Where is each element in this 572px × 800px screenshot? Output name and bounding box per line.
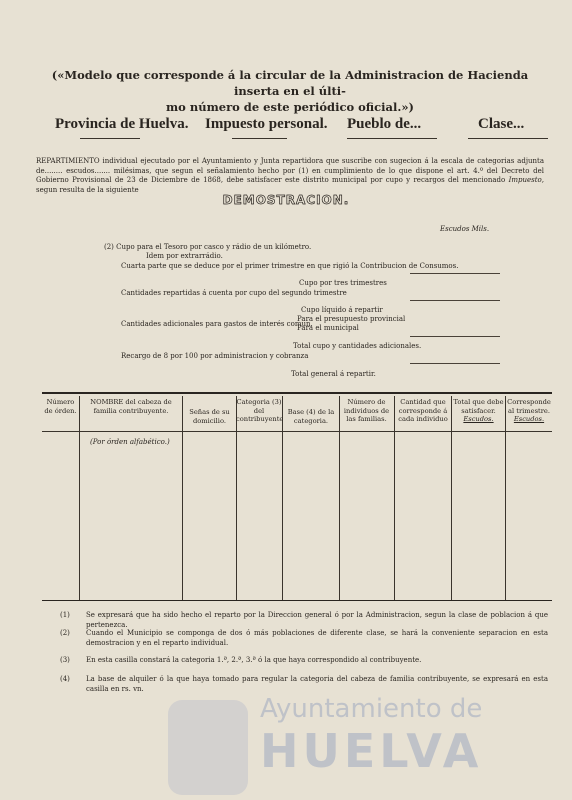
column-header: Número de órden. <box>44 398 77 415</box>
footnote-number: (4) <box>60 675 70 683</box>
column-divider <box>79 396 80 600</box>
summary-line: Total general á repartir. <box>291 370 376 378</box>
divider <box>410 300 500 301</box>
footnote-text: En esta casilla constará la categoria 1.ª, 2.ª, 3.ª ó la que haya correspondido al contribuyente. <box>86 656 422 664</box>
impuesto-label: Impuesto personal. <box>205 116 328 132</box>
pueblo-label: Pueblo de... <box>347 116 422 132</box>
intro-paragraph <box>36 157 544 195</box>
column-header: Categoria (3) del contribuyente <box>236 398 284 423</box>
intro-text: individual ejecutado por el Ayuntamiento y Junta repartidora que suscribe con sugecion á la escala de categorias adjunta de........ escudos....... milésimas, que segun el señalamiento hecho por (1) en cumplimiento de lo que dispone el art. 4.º del Decreto del Gobierno Provisional de 23 de Diciembre de 1868, debe satisfacer este distrito municipal por cupo y recargos del mencionado <box>36 157 544 184</box>
divider <box>410 273 500 274</box>
provincia-label: Provincia de Huelva. <box>55 116 189 132</box>
column-header: NOMBRE del cabeza de familia contribuyente. <box>90 398 172 415</box>
column-header-text: Total que debe satisfacer. <box>453 398 504 415</box>
summary-line: (2) Cupo para el Tesoro por casco y rádio de un kilómetro. <box>104 243 312 251</box>
column-divider <box>339 396 340 600</box>
column-header: Número de individuos de las familias. <box>343 398 390 423</box>
watermark-line-2: HUELVA <box>260 724 483 778</box>
column-divider <box>236 396 237 600</box>
clase-label: Clase... <box>478 116 525 132</box>
footnote-number: (1) <box>60 611 70 619</box>
column-header: Señas de su domicilio. <box>189 408 230 425</box>
divider <box>80 138 140 139</box>
escudos-label: Escudos. <box>513 415 545 423</box>
divider <box>468 138 548 139</box>
summary-line: Recargo de 8 por 100 por administracion y cobranza <box>121 352 309 360</box>
summary-line: Cupo por tres trimestres <box>299 279 387 287</box>
column-divider <box>451 396 452 600</box>
summary-line: Para el municipal <box>297 324 359 332</box>
footnote-number: (2) <box>60 629 70 637</box>
divider <box>410 336 500 337</box>
summary-line: Cupo líquido á repartir <box>301 306 383 314</box>
intro-tail: segun resulta de la siguiente <box>36 185 139 194</box>
header-divider <box>42 431 552 432</box>
column-divider <box>282 396 283 600</box>
footnote-text: Se expresará que ha sido hecho el reparto por la Direccion general ó por la Administracion, segun la clase de poblacion á que pertenezca. <box>86 611 548 629</box>
column-header: Cantidad que corresponde á cada individuo <box>398 398 448 423</box>
summary-line: Total cupo y cantidades adicionales. <box>293 342 422 350</box>
column-header-text: Corresponde al trimestre. <box>507 398 551 415</box>
escudos-label: Escudos. <box>463 415 494 423</box>
divider <box>347 138 437 139</box>
summary-line: Cantidades repartidas á cuenta por cupo del segundo trimestre <box>121 289 347 297</box>
intro-impuesto: Impuesto, <box>508 176 544 184</box>
divider <box>232 138 287 139</box>
summary-line: Cantidades adicionales para gastos de interés comun. <box>121 320 313 328</box>
column-header <box>506 398 552 424</box>
column-header: Base (4) de la categoria. <box>287 408 335 425</box>
title-line-1: («Modelo que corresponde á la circular de la Administracion de Hacienda inserta en el últi- <box>51 68 529 98</box>
escudos-mils-label: Escudos Mils. <box>440 225 490 233</box>
intro-lead: REPARTIMIENTO <box>36 157 100 165</box>
summary-line: Cuarta parte que se deduce por el primer trimestre en que rigió la Contribucion de Consumos. <box>121 262 459 270</box>
summary-line: Idem por extrarrádio. <box>146 252 223 260</box>
archive-watermark <box>205 694 555 794</box>
column-divider <box>394 396 395 600</box>
summary-line: Para el presupuesto provincial <box>297 315 406 323</box>
alphabetical-note: (Por órden alfabético.) <box>90 438 170 446</box>
footnote-text: La base de alquiler ó la que haya tomado para regular la categoria del cabeza de familia contribuyente, se expresará en esta casilla en rs. vn. <box>86 675 548 693</box>
column-header <box>452 398 505 424</box>
watermark-line-1: Ayuntamiento de <box>260 694 483 724</box>
footnote-text: Cuando el Municipio se componga de dos ó más poblaciones de diferente clase, se hará la conveniente separacion en esta demostracion y en el reparto individual. <box>86 629 548 647</box>
demostracion-heading: DEMOSTRACION. <box>222 193 350 207</box>
column-divider <box>182 396 183 600</box>
document-title <box>30 67 550 115</box>
title-line-2: mo número de este periódico oficial.») <box>166 100 414 114</box>
divider <box>410 363 500 364</box>
footnote-number: (3) <box>60 656 70 664</box>
form-header <box>0 116 572 146</box>
repartimiento-table <box>42 392 552 601</box>
column-divider <box>505 396 506 600</box>
